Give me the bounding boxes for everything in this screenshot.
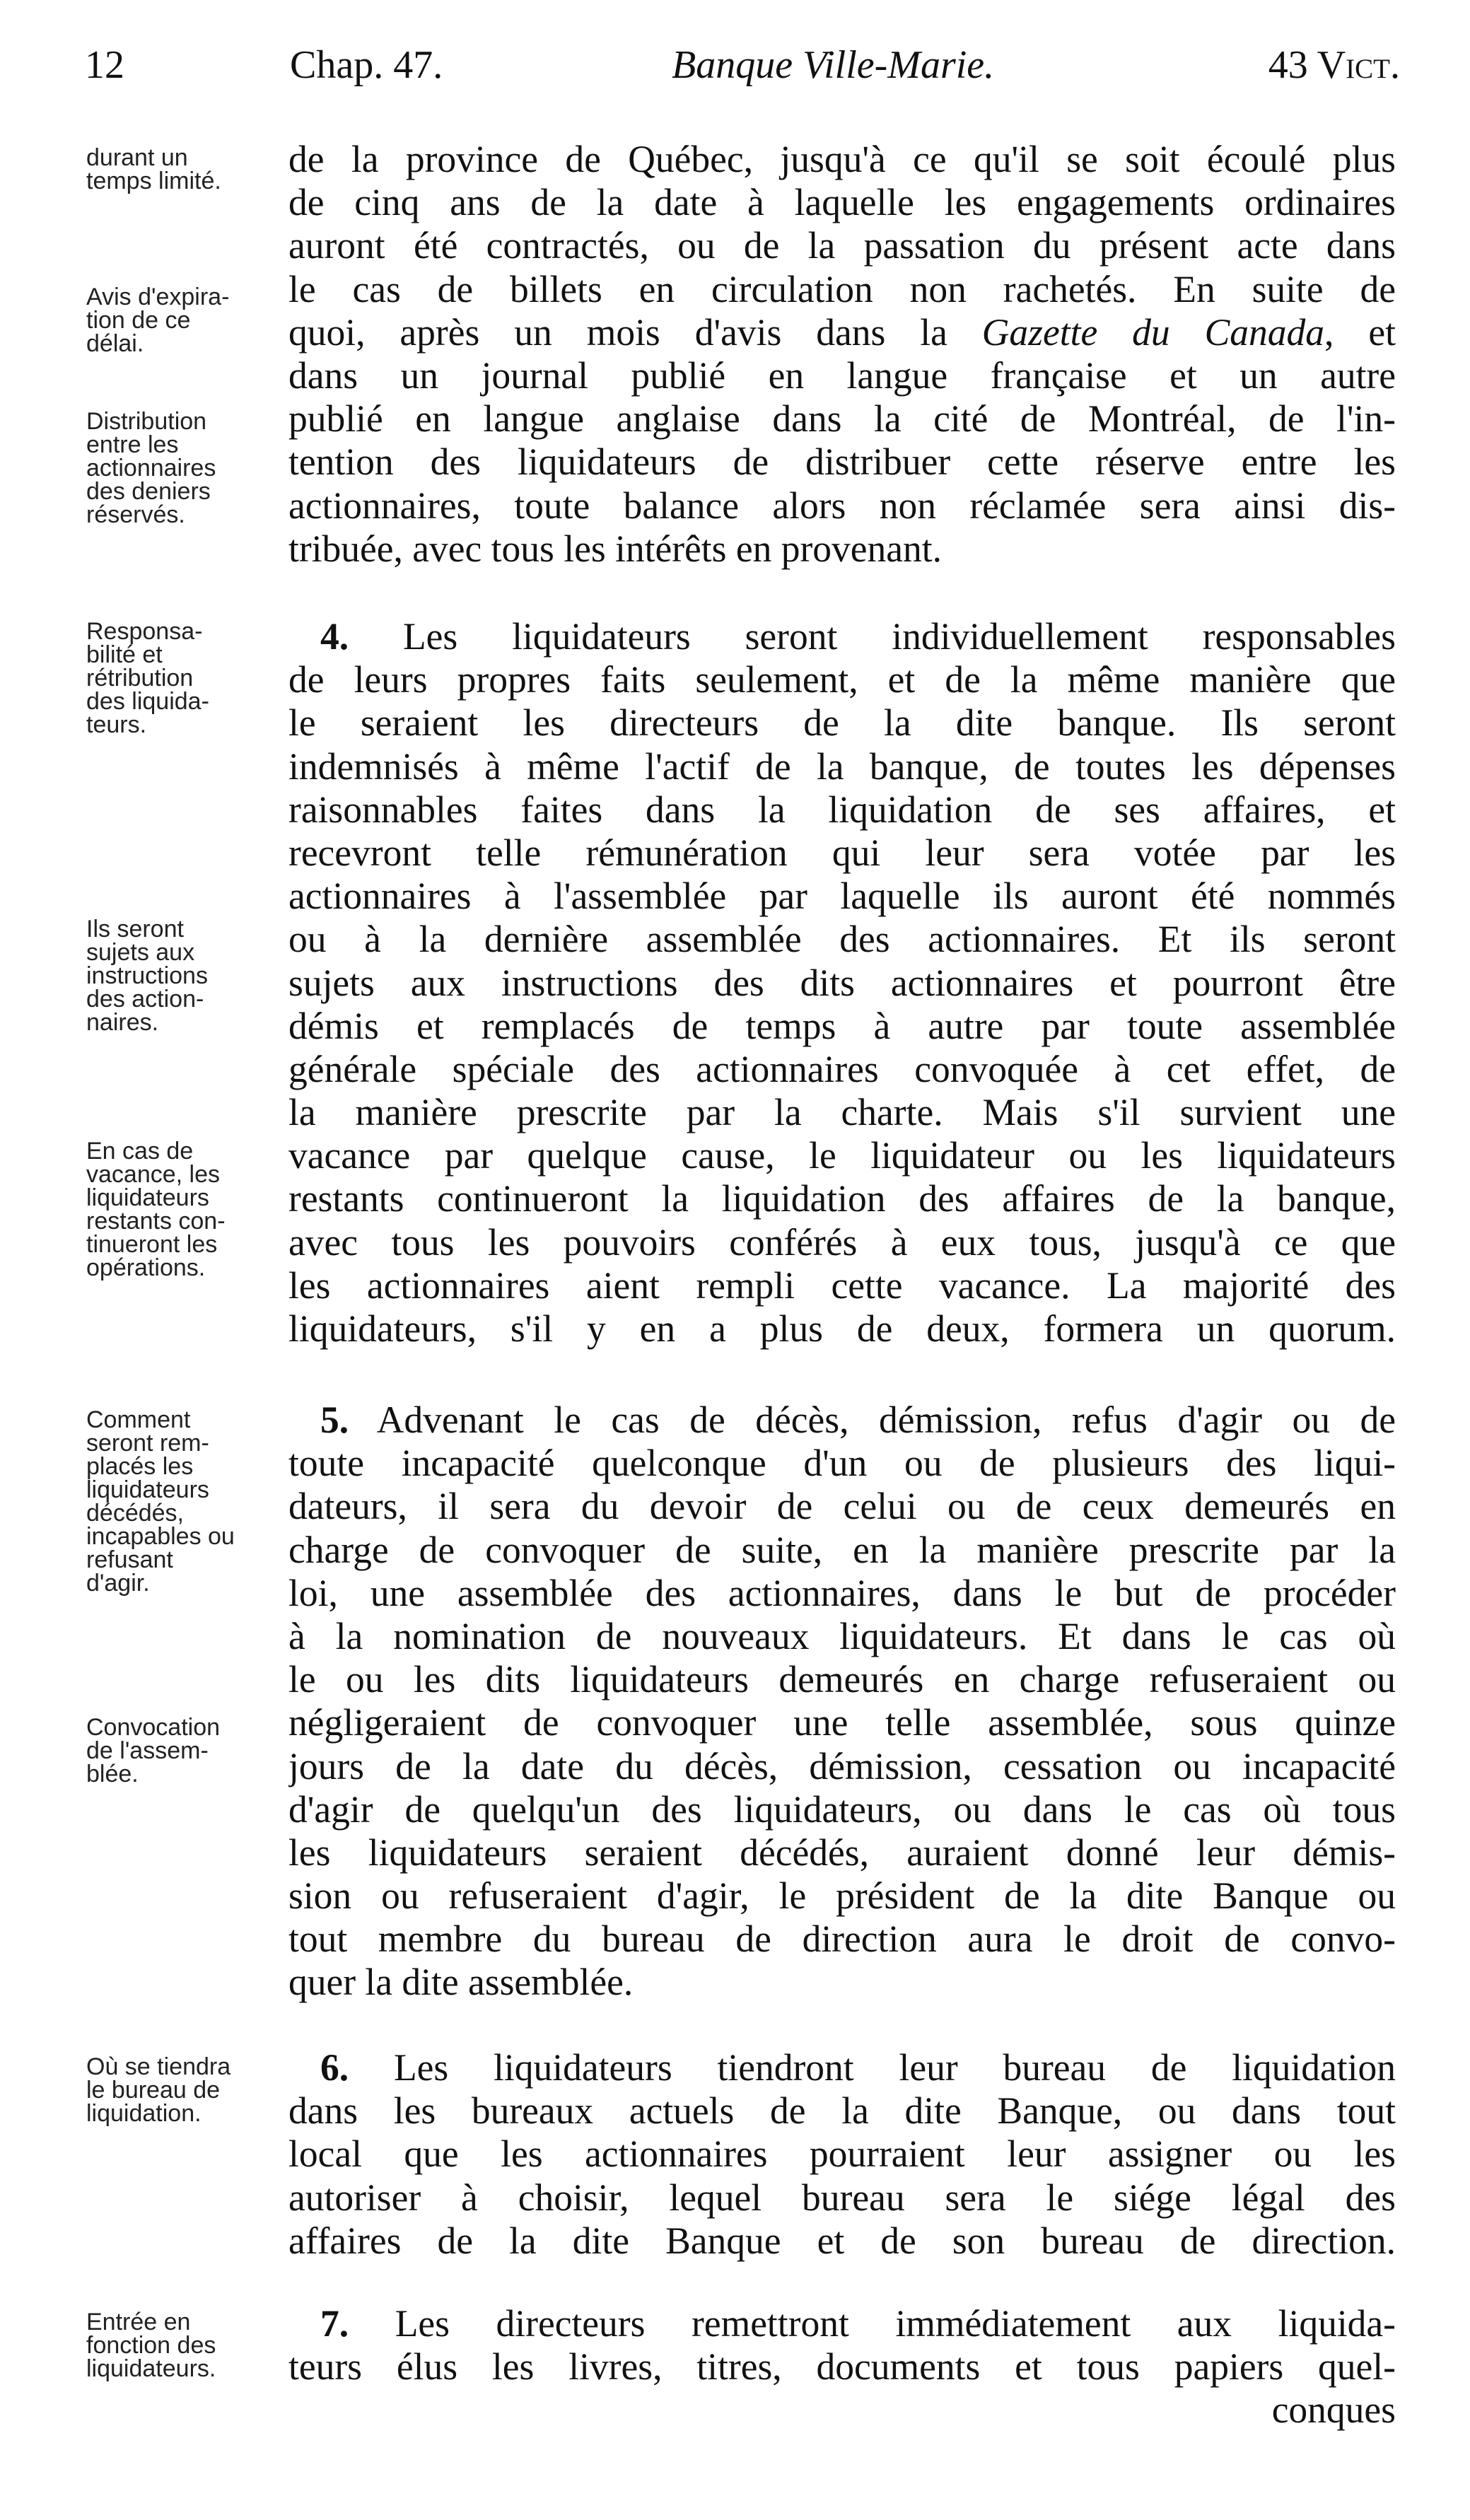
text-line-content: Advenant le cas de décès, démission, refus d'agir ou de [376, 1399, 1396, 1441]
paragraph-continuation [288, 138, 1396, 571]
margin-note-line: sujets aux [86, 939, 195, 966]
text-line: loi, une assemblée des actionnaires, dans le but de procéder [288, 1571, 1396, 1614]
margin-note-line: réservés. [86, 501, 185, 528]
text-line [288, 2302, 1396, 2345]
margin-note-line: naires. [86, 1009, 159, 1036]
text-line: liquidateurs, s'il y en a plus de deux, formera un quorum. [288, 1307, 1396, 1350]
text-line: d'agir de quelqu'un des liquidateurs, ou dans le cas où tous [288, 1787, 1396, 1831]
text-line: de la province de Québec, jusqu'à ce qu'il se soit écoulé plus [288, 138, 1396, 180]
text-line: quoi, après un mois d'avis dans la Gazette du Canada, et [288, 310, 1396, 354]
margin-note-line: instructions [86, 962, 208, 989]
running-title: Banque Ville-Marie. [672, 43, 995, 87]
margin-note-line: décédés, [86, 1500, 184, 1527]
margin-note-line: des action- [86, 986, 204, 1013]
margin-note-line: Où se tiendra [86, 2053, 231, 2080]
margin-note-line: durant un [86, 144, 188, 171]
margin-note-line: tion de ce [86, 307, 191, 334]
margin-note-line: teurs. [86, 711, 147, 738]
section-number: 5. [320, 1399, 349, 1441]
margin-note-line: placés les [86, 1453, 194, 1480]
margin-note-line: liquidateurs [86, 1184, 209, 1211]
margin-note-line: seront rem- [86, 1430, 209, 1457]
text-line: tribuée, avec tous les intérêts en provenant. [288, 527, 943, 570]
text-line: la manière prescrite par la charte. Mais s'il survient une [288, 1091, 1396, 1134]
margin-note [86, 620, 288, 737]
text-line: indemnisés à même l'actif de la banque, de toutes les dépenses [288, 745, 1396, 788]
margin-note [86, 410, 288, 527]
margin-note-line: entre les [86, 431, 179, 458]
margin-note-line: des deniers [86, 478, 211, 505]
margin-note-line: délai. [86, 330, 144, 357]
text-line: sujets aux instructions des dits actionnaires et pourront être [288, 961, 1396, 1004]
margin-note-line: incapables ou [86, 1523, 235, 1550]
margin-note-line: tinueront les [86, 1231, 218, 1258]
section-number: 4. [320, 615, 349, 658]
margin-note-line: Ils seront [86, 916, 184, 943]
margin-note-line: vacance, les [86, 1161, 220, 1188]
margin-note-line: opérations. [86, 1254, 206, 1281]
text-line-content: Les liquidateurs seront individuellement responsables [403, 615, 1396, 658]
margin-note-line: le bureau de [86, 2077, 221, 2104]
text-line: le seraient les directeurs de la dite banque. Ils seront [288, 701, 1396, 745]
text-line: toute incapacité quelconque d'un ou de plusieurs des liqui- [288, 1442, 1396, 1485]
text-line: avec tous les pouvoirs conférés à eux tous, jusqu'à ce que [288, 1220, 1396, 1264]
text-line: tention des liquidateurs de distribuer cette réserve entre les [288, 441, 1396, 484]
page-number: 12 [85, 43, 124, 87]
text-line: tout membre du bureau de direction aura le droit de convo- [288, 1918, 1396, 1961]
margin-note-line: Distribution [86, 408, 207, 435]
text-line: le ou les dits liquidateurs demeurés en charge refuseraient ou [288, 1658, 1396, 1701]
margin-note-line: Responsa- [86, 618, 203, 645]
margin-note [86, 918, 288, 1034]
margin-note-line: des liquida- [86, 688, 209, 715]
margin-note-line: temps limité. [86, 168, 221, 194]
margin-note-line: refusant [86, 1546, 173, 1573]
text-line: actionnaires à l'assemblée par laquelle ils auront été nommés [288, 875, 1396, 918]
text-line: le cas de billets en circulation non rachetés. En suite de [288, 267, 1396, 310]
margin-note [86, 286, 288, 356]
text-line: dans un journal publié en langue française et un autre [288, 354, 1396, 397]
margin-note-line: Convocation [86, 1714, 221, 1741]
margin-note-line: Entrée en [86, 2309, 191, 2335]
chapter-label: Chap. 47. [290, 43, 443, 87]
running-header [85, 42, 1400, 92]
text-line: démis et remplacés de temps à autre par toute assemblée [288, 1004, 1396, 1047]
section-5 [288, 1399, 1396, 2005]
text-line: à la nomination de nouveaux liquidateurs. Et dans le cas où [288, 1614, 1396, 1657]
text-line: actionnaires, toute balance alors non réclamée sera ainsi dis- [288, 484, 1396, 527]
text-line: sion ou refuseraient d'agir, le président de la dite Banque ou [288, 1874, 1396, 1918]
margin-note [86, 1716, 288, 1786]
text-line: dans les bureaux actuels de la dite Banque, ou dans tout [288, 2089, 1396, 2133]
text-line: raisonnables faites dans la liquidation de ses affaires, et [288, 788, 1396, 831]
margin-note-line: rétribution [86, 665, 194, 692]
text-line: de cinq ans de la date à laquelle les engagements ordinaires [288, 181, 1396, 224]
margin-note [86, 2311, 288, 2381]
text-line-content: Les liquidateurs tiendront leur bureau de liquidation [393, 2046, 1396, 2089]
text-line: jours de la date du décès, démission, cessation ou incapacité [288, 1744, 1396, 1787]
margin-note-line: d'agir. [86, 1570, 150, 1597]
margin-note [86, 1140, 288, 1280]
text-line [288, 615, 1396, 658]
margin-note-line: de l'assem- [86, 1737, 209, 1764]
text-line: dateurs, il sera du devoir de celui ou de ceux demeurés en [288, 1485, 1396, 1528]
text-line: affaires de la dite Banque et de son bureau de direction. [288, 2219, 1396, 2262]
text-line: autoriser à choisir, lequel bureau sera le siége légal des [288, 2176, 1396, 2219]
margin-note-line: Comment [86, 1406, 191, 1433]
text-line: les liquidateurs seraient décédés, auraient donné leur démis- [288, 1831, 1396, 1874]
margin-note-line: Avis d'expira- [86, 284, 230, 310]
margin-note-line: liquidateurs. [86, 2355, 216, 2382]
text-line-content: Les directeurs remettront immédiatement aux liquida- [395, 2302, 1396, 2345]
text-line: négligeraient de convoquer une telle assemblée, sous quinze [288, 1701, 1396, 1744]
margin-note-line: restants con- [86, 1208, 226, 1235]
margin-note-line: actionnaires [86, 455, 216, 482]
margin-note [86, 2055, 288, 2125]
section-number: 7. [320, 2302, 349, 2345]
text-line [288, 2046, 1396, 2089]
text-line: publié en langue anglaise dans la cité de Montréal, de l'in- [288, 397, 1396, 441]
text-line: les actionnaires aient rempli cette vacance. La majorité des [288, 1264, 1396, 1307]
margin-note-line: fonction des [86, 2332, 216, 2359]
section-6 [288, 2046, 1396, 2263]
text-line: charge de convoquer de suite, en la manière prescrite par la [288, 1528, 1396, 1571]
section-4 [288, 615, 1396, 1351]
margin-note-line: bilité et [86, 641, 163, 668]
margin-note-line: blée. [86, 1761, 139, 1787]
section-number: 6. [320, 2046, 349, 2089]
text-line [288, 1399, 1396, 1442]
catchword: conques [1271, 2388, 1396, 2432]
text-line: teurs élus les livres, titres, documents et tous papiers quel- [288, 2345, 1396, 2388]
text-line: recevront telle rémunération qui leur sera votée par les [288, 831, 1396, 874]
margin-note-line: En cas de [86, 1138, 194, 1165]
text-line: générale spéciale des actionnaires convoquée à cet effet, de [288, 1047, 1396, 1090]
text-line: ou à la dernière assemblée des actionnaires. Et ils seront [288, 918, 1396, 961]
margin-note-line: liquidation. [86, 2100, 202, 2127]
text-line: vacance par quelque cause, le liquidateur ou les liquidateurs [288, 1134, 1396, 1177]
section-7 [288, 2302, 1396, 2432]
text-line: local que les actionnaires pourraient leur assigner ou les [288, 2133, 1396, 2176]
text-line: restants continueront la liquidation des affaires de la banque, [288, 1177, 1396, 1220]
margin-note [86, 146, 288, 193]
text-line: auront été contractés, ou de la passation du présent acte dans [288, 224, 1396, 267]
gazette-title: Gazette du Canada [981, 310, 1325, 354]
regnal-year: 43 Vict. [1268, 43, 1400, 87]
text-line: de leurs propres faits seulement, et de la même manière que [288, 658, 1396, 701]
margin-note-line: liquidateurs [86, 1476, 209, 1503]
margin-note [86, 1408, 288, 1595]
text-line: quer la dite assemblée. [288, 1961, 634, 2004]
